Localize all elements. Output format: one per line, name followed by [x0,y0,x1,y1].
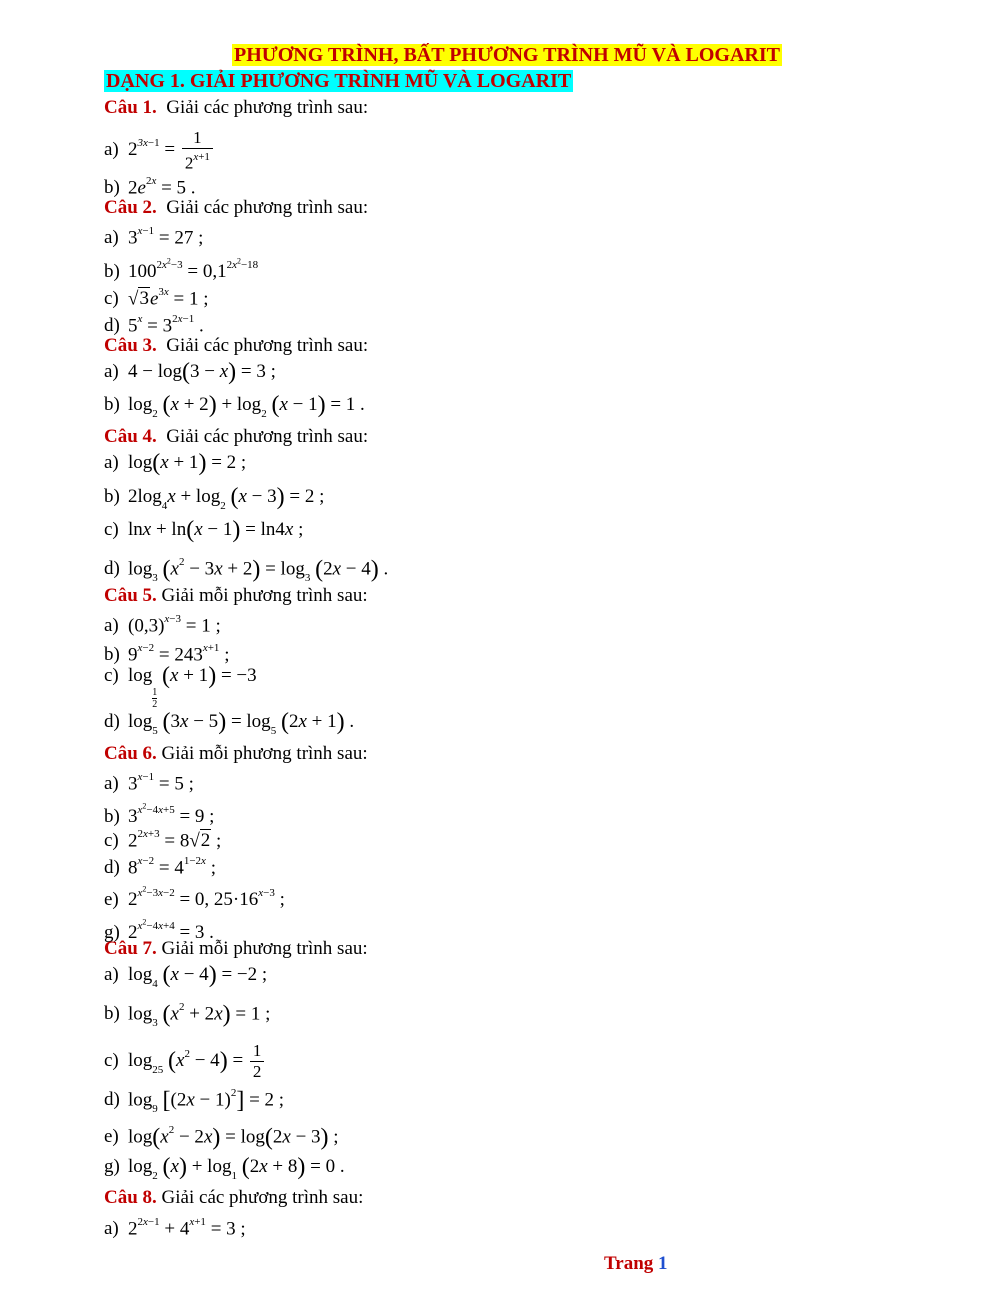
footer-label: Trang [604,1253,654,1274]
section-heading: DẠNG 1. GIẢI PHƯƠNG TRÌNH MŨ VÀ LOGARIT [106,70,572,92]
equation-4b: b) $2\log_4x + \log_2 (x - 3) = 2$ ; [104,484,325,512]
equation-7a: a) $\log_4 (x - 4) = -2$ ; [104,962,268,990]
question-2 [104,196,368,220]
question-prompt: Giải mỗi phương trình sau: [161,743,368,764]
equation-1b: b) $2e^{2x} = 5$ . [104,175,196,199]
equation-7g: g) $\log_2 (x) + \log_1 (2x + 8) = 0$ . [104,1154,345,1182]
equation-7c: c) $\log_{25} (x^2 - 4)$ = $\frac{1}{2}$ [104,1041,266,1082]
equation-6c: c) $2^{2x+3} = 8√2$ ; [104,828,222,852]
question-label: Câu 2. [104,197,157,218]
page-number: 1 [658,1253,668,1274]
question-prompt: Giải mỗi phương trình sau: [161,585,368,606]
equation-2c: c) $√3e^{3x} = 1$ ; [104,286,209,310]
question-label: Câu 4. [104,426,157,447]
question-label: Câu 5. [104,585,157,606]
question-4 [104,425,368,449]
question-5 [104,584,368,608]
question-1 [104,96,368,120]
equation-7d: d) $\log_9 [(2x - 1)^2] = 2$ ; [104,1087,285,1116]
question-prompt: Giải các phương trình sau: [166,426,369,447]
question-7 [104,937,368,961]
equation-4a: a) log(x + 1) = 2 ; [104,450,247,476]
question-prompt: Giải các phương trình sau: [166,197,369,218]
question-label: Câu 1. [104,97,157,118]
question-label: Câu 8. [104,1187,157,1208]
equation-3a: a) 4 − log(3 − x) = 3 ; [104,359,276,385]
question-8 [104,1186,363,1210]
equation-2a: a) $3^{x-1} = 27$ ; [104,225,204,249]
question-label: Câu 3. [104,335,157,356]
question-label: Câu 7. [104,938,157,959]
equation-6a: a) $3^{x-1} = 5$ ; [104,771,194,795]
question-prompt: Giải các phương trình sau: [166,97,369,118]
equation-5c: c) log $\frac{1}{2}$ (x + 1) = −3 [104,663,257,710]
question-prompt: Giải mỗi phương trình sau: [161,938,368,959]
equation-5b: b) $9^{x-2} = 243^{x+1}$ ; [104,642,230,666]
equation-6b: b) $3^{x^2-4x+5} = 9$ ; [104,801,215,827]
equation-4d: d) $\log_3 (x^2 - 3x + 2) = \log_3 (2x - 4)$ . [104,556,389,585]
equation-4c: c) lnx + ln(x − 1) = ln4x ; [104,517,304,543]
equation-2b: b) $100^{2x^2-3} = 0,1^{2x^2-18}$ [104,256,259,282]
question-label: Câu 6. [104,743,157,764]
question-prompt: Giải các phương trình sau: [166,335,369,356]
equation-7e: e) $\log(x^2 - 2x) = \log(2x - 3)$ ; [104,1124,339,1151]
equation-6g: g) $2^{x^2-4x+4} = 3$ . [104,917,214,943]
equation-1a: a) $2^{3x-1}$ = $\frac{1}{2^{x+1}}$ [104,128,215,174]
equation-5a: a) $(0,3)^{x-3} = 1$ ; [104,613,221,637]
question-3 [104,334,368,358]
equation-8a: a) $2^{2x-1} + 4^{x+1} = 3$ ; [104,1216,246,1240]
document-title: PHƯƠNG TRÌNH, BẤT PHƯƠNG TRÌNH MŨ VÀ LOGARIT [234,44,780,66]
page-footer [604,1253,668,1275]
question-6 [104,742,368,766]
equation-6e: e) $2^{x^2-3x-2} = 0$, $25\cdot 16^{x-3}$ ; [104,884,285,910]
equation-5d: d) $\log_5 (3x - 5) = \log_5 (2x + 1)$ . [104,709,355,737]
equation-3b: b) $\log_2 (x + 2) + \log_2 (x - 1) = 1$ . [104,392,365,420]
question-prompt: Giải các phương trình sau: [161,1187,364,1208]
equation-7b: b) $\log_3 (x^2 + 2x) = 1$ ; [104,1001,271,1030]
equation-2d: d) $5^x = 3^{2x-1}$ . [104,313,204,337]
equation-6d: d) $8^{x-2} = 4^{1-2x}$ ; [104,855,216,879]
